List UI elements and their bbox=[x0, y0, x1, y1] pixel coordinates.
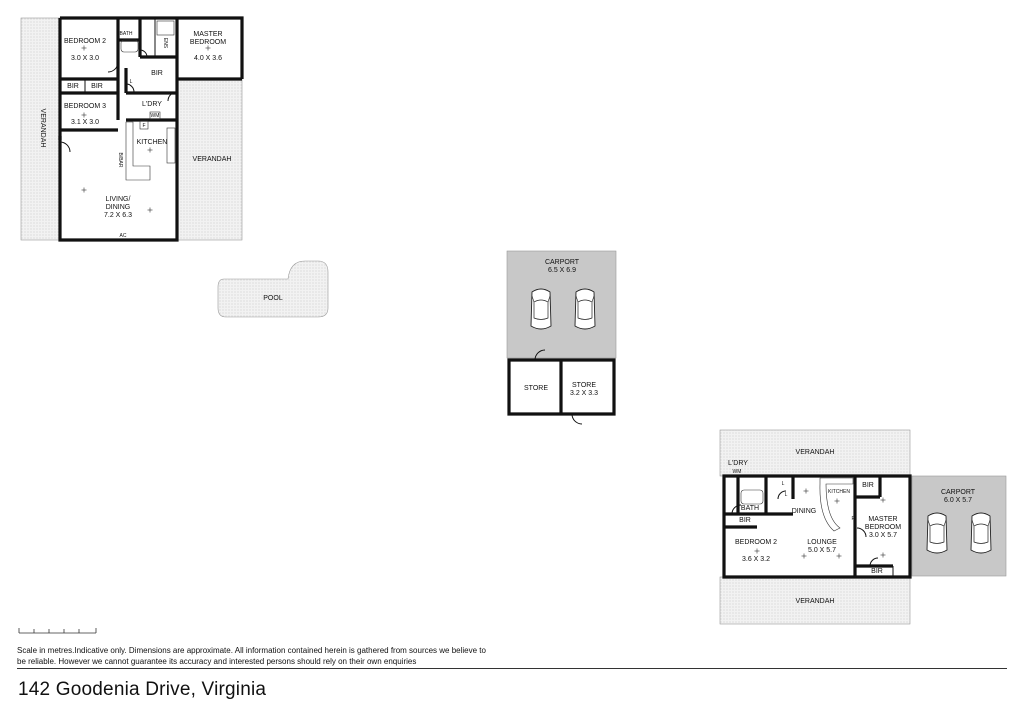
l-label-2b: L bbox=[784, 492, 788, 498]
master-bedroom-2-label-2: BEDROOM bbox=[864, 524, 902, 531]
kitchen-bench bbox=[126, 122, 150, 180]
store-b-dims: 3.2 X 3.3 bbox=[569, 390, 599, 397]
carport-1-dims: 6.5 X 6.9 bbox=[547, 267, 577, 274]
car-icon bbox=[575, 289, 595, 329]
pool-label: POOL bbox=[263, 295, 283, 302]
pool bbox=[218, 261, 328, 317]
ens-shower bbox=[157, 21, 174, 35]
light-icon bbox=[148, 148, 153, 153]
bir-label-2a: BIR bbox=[862, 482, 874, 489]
car-icon bbox=[531, 289, 551, 329]
l-label-2a: L bbox=[781, 481, 785, 487]
bedroom-2-dims: 3.0 X 3.0 bbox=[70, 55, 100, 62]
kitchen-label: KITCHEN bbox=[136, 139, 168, 146]
disclaimer: Scale in metres.Indicative only. Dimensions are approximate. All information contained herein is gathered from sources we believe to be reliable. However we cannot guarantee its accuracy and interested persons should rely on their own enquiries bbox=[17, 646, 486, 666]
bath-tub-2 bbox=[741, 490, 763, 504]
kitchen-bench-2 bbox=[820, 478, 853, 531]
bir-label-2c: BIR bbox=[871, 568, 883, 575]
verandah-bottom-label: VERANDAH bbox=[795, 598, 835, 605]
light-icon bbox=[82, 188, 87, 193]
lounge-label: LOUNGE bbox=[807, 539, 837, 546]
bedroom-2b-label: BEDROOM 2 bbox=[734, 539, 778, 546]
bath-label-2: BATH bbox=[740, 505, 760, 512]
verandah-top-label: VERANDAH bbox=[795, 449, 835, 456]
light-icon bbox=[881, 553, 886, 558]
light-icon bbox=[206, 46, 211, 51]
lounge-dims: 5.0 X 5.7 bbox=[807, 547, 837, 554]
bir-label-2b: BIR bbox=[739, 517, 751, 524]
kitchen-label-2: KITCHEN bbox=[828, 489, 850, 495]
kitchen-side-bench bbox=[167, 128, 175, 163]
bath-basin bbox=[121, 40, 138, 52]
light-icon bbox=[82, 113, 87, 118]
light-icon bbox=[881, 498, 886, 503]
light-icon bbox=[82, 46, 87, 51]
bbar-label: B/BAR bbox=[117, 152, 123, 168]
carport-2-label: CARPORT bbox=[940, 489, 976, 496]
bir-label-2: BIR bbox=[91, 83, 103, 90]
wm-label-2: WM bbox=[732, 469, 742, 475]
fridge-label-2: F bbox=[851, 516, 855, 522]
master-bedroom-2-dims: 3.0 X 5.7 bbox=[868, 532, 898, 539]
bedroom-3-label: BEDROOM 3 bbox=[63, 103, 107, 110]
car-icon bbox=[971, 513, 991, 553]
wm-label: WM bbox=[150, 113, 160, 119]
store-b-label: STORE bbox=[572, 382, 596, 389]
laundry-label-2: L'DRY bbox=[728, 460, 748, 467]
store-a-label: STORE bbox=[524, 385, 548, 392]
master-bedroom-2-label-1: MASTER bbox=[868, 516, 898, 523]
outbuilding bbox=[507, 251, 616, 424]
carport-2-dims: 6.0 X 5.7 bbox=[943, 497, 973, 504]
car-icon bbox=[927, 513, 947, 553]
carport-1-label: CARPORT bbox=[544, 259, 580, 266]
bir-label-1: BIR bbox=[67, 83, 79, 90]
light-icon bbox=[148, 208, 153, 213]
light-icon bbox=[837, 554, 842, 559]
pool-shape bbox=[218, 261, 328, 317]
ens-label: ENS bbox=[162, 37, 168, 49]
light-icon bbox=[804, 489, 809, 494]
light-icon bbox=[835, 499, 840, 504]
living-label-1: LIVING/ bbox=[105, 196, 131, 203]
bedroom-3-dims: 3.1 X 3.0 bbox=[70, 119, 100, 126]
bedroom-2-label: BEDROOM 2 bbox=[63, 38, 107, 45]
verandah-right-label: VERANDAH bbox=[192, 156, 232, 163]
verandah-left-label: VERANDAH bbox=[39, 108, 46, 148]
master-bedroom-label-2: BEDROOM bbox=[189, 39, 227, 46]
master-bedroom-label-1: MASTER bbox=[193, 31, 223, 38]
l-label: L bbox=[129, 79, 133, 85]
dining-label: DINING bbox=[791, 508, 817, 515]
bedroom-2b-dims: 3.6 X 3.2 bbox=[741, 556, 771, 563]
house-2 bbox=[720, 430, 1006, 624]
bath-label: BATH bbox=[119, 31, 133, 37]
light-icon bbox=[802, 554, 807, 559]
fridge-label: F bbox=[142, 123, 146, 129]
divider bbox=[17, 668, 1007, 669]
light-icon bbox=[755, 549, 760, 554]
master-bedroom-dims: 4.0 X 3.6 bbox=[193, 55, 223, 62]
ac-label: AC bbox=[119, 233, 127, 239]
property-address: 142 Goodenia Drive, Virginia bbox=[18, 679, 267, 700]
living-label-2: DINING bbox=[105, 204, 131, 211]
house-1 bbox=[21, 18, 242, 240]
laundry-label: L'DRY bbox=[142, 101, 162, 108]
bir-label-3: BIR bbox=[151, 70, 163, 77]
living-dims: 7.2 X 6.3 bbox=[103, 212, 133, 219]
scale-bar bbox=[18, 626, 98, 634]
